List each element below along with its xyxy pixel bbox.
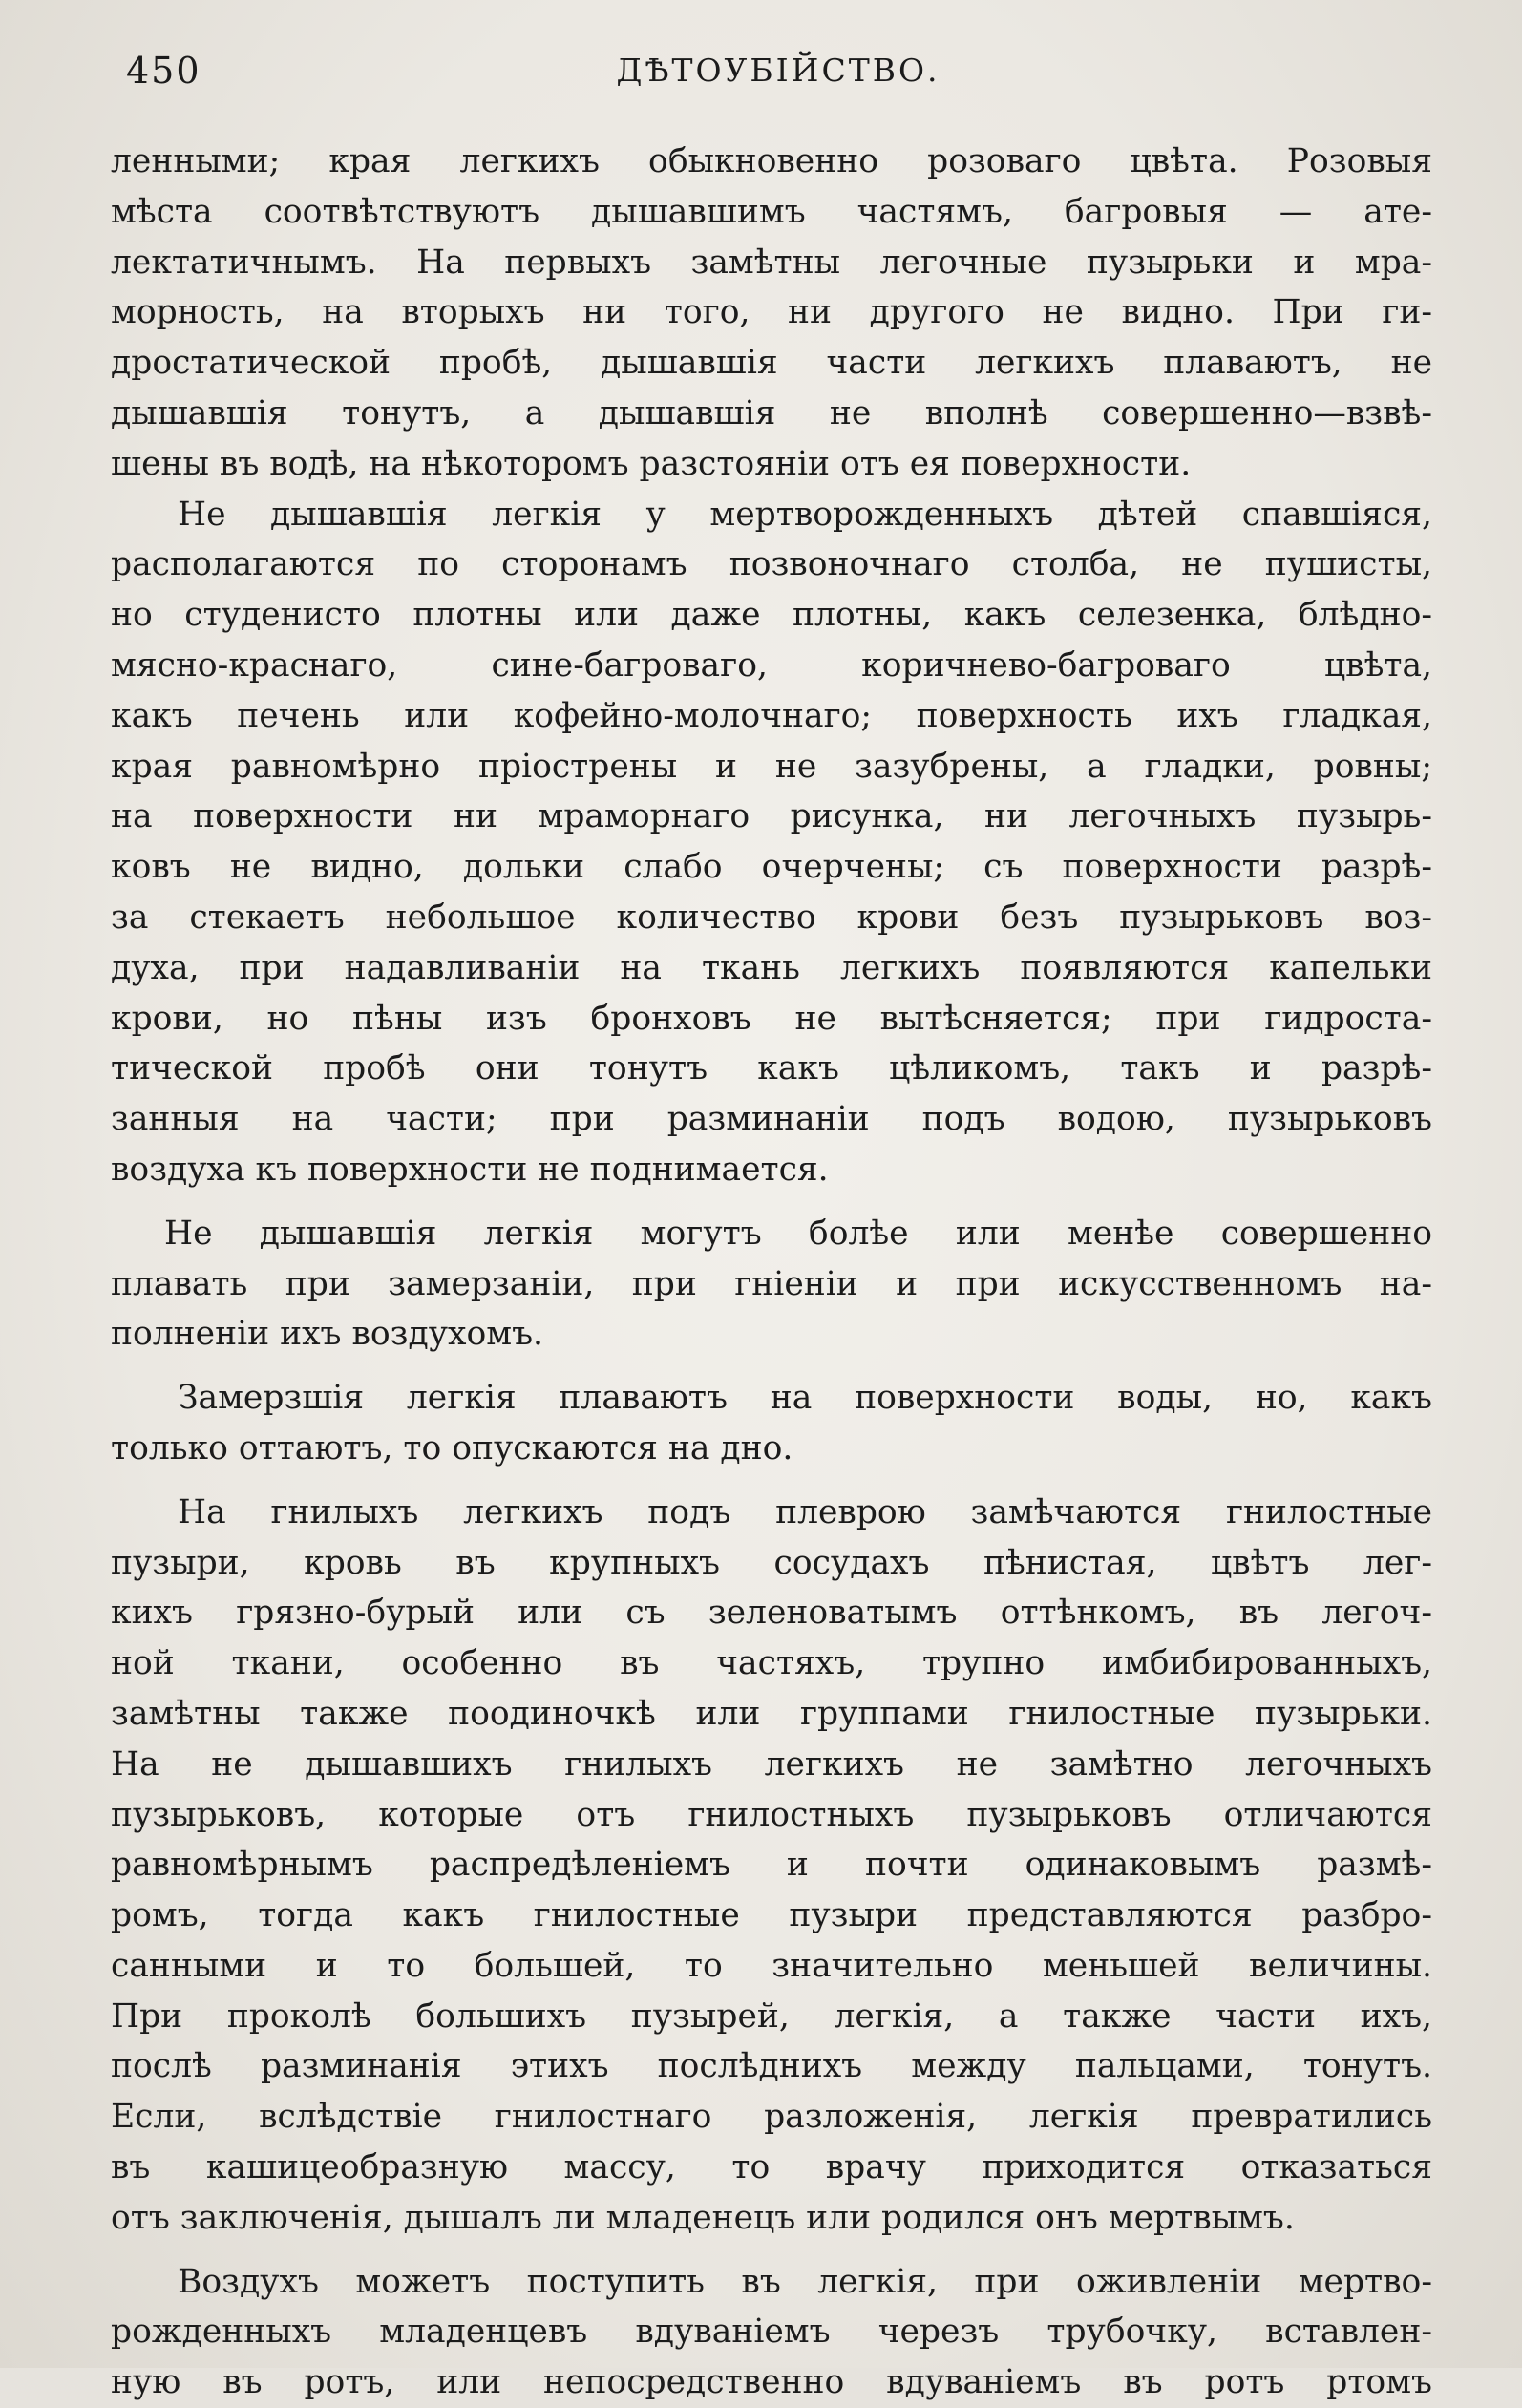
text-line: санными и то большей, то значительно меньшей величины. <box>111 1946 1432 1985</box>
text-line: въ кашицеобразную массу, то врачу приходится отказаться <box>111 2148 1432 2187</box>
chapter-title: ДѢТОУБІЙСТВО. <box>616 52 941 89</box>
text-line: духа, при надавливаніи на ткань легкихъ появляются капельки <box>111 948 1432 987</box>
text-line: Не дышавшія легкія могутъ болѣе или менѣе совершенно <box>164 1214 1432 1253</box>
text-line: На не дышавшихъ гнилыхъ легкихъ не замѣтно легочныхъ <box>111 1744 1432 1784</box>
text-line: воздуха къ поверхности не поднимается. <box>111 1150 829 1189</box>
text-line: тической пробѣ они тонутъ какъ цѣликомъ, такъ и разрѣ- <box>111 1049 1432 1088</box>
text-line: пузырьковъ, которые отъ гнилостныхъ пузырьковъ отличаются <box>111 1795 1432 1834</box>
paragraph <box>111 490 1432 1195</box>
paragraph <box>111 1488 1432 2244</box>
text-line: мясно-краснаго, сине-багроваго, коричнево-багроваго цвѣта, <box>111 645 1432 685</box>
text-line: Воздухъ можетъ поступить въ легкія, при оживленіи мертво- <box>178 2262 1432 2301</box>
paragraph-gap <box>111 1474 1432 1488</box>
page-number: 450 <box>126 50 201 92</box>
text-line: дышавшія тонутъ, а дышавшія не вполнѣ совершенно—взвѣ- <box>111 393 1432 433</box>
text-line: Не дышавшія легкія у мертворожденныхъ дѣтей спавшіяся, <box>178 495 1432 534</box>
text-line: послѣ разминанія этихъ послѣднихъ между пальцами, тонутъ. <box>111 2047 1432 2086</box>
text-line: пузыри, кровь въ крупныхъ сосудахъ пѣнистая, цвѣтъ лег- <box>111 1543 1432 1582</box>
text-line: только оттаютъ, то опускаются на дно. <box>111 1428 793 1468</box>
text-line: плавать при замерзаніи, при гніеніи и при искусственномъ на- <box>111 1264 1432 1303</box>
paragraph <box>111 1209 1432 1360</box>
text-line: морность, на вторыхъ ни того, ни другого не видно. При ги- <box>111 293 1432 332</box>
text-line: располагаются по сторонамъ позвоночнаго столба, не пушисты, <box>111 545 1432 584</box>
text-line: крови, но пѣны изъ бронховъ не вытѣсняется; при гидроста- <box>111 999 1432 1038</box>
paragraph-continuation <box>111 137 1432 490</box>
text-line: ную въ ротъ, или непосредственно вдуваніемъ въ ротъ ртомъ <box>111 2363 1432 2402</box>
text-line: какъ печень или кофейно-молочнаго; поверхность ихъ гладкая, <box>111 696 1432 735</box>
text-line: за стекаетъ небольшое количество крови безъ пузырьковъ воз- <box>111 898 1432 937</box>
text-line: но студенисто плотны или даже плотны, какъ селезенка, блѣдно- <box>111 596 1432 635</box>
text-line: На гнилыхъ легкихъ подъ плеврою замѣчаются гнилостные <box>178 1492 1432 1531</box>
paragraph <box>111 1373 1432 1474</box>
text-line: Замерзшія легкія плаваютъ на поверхности воды, но, какъ <box>178 1379 1432 1418</box>
paragraph <box>111 2257 1432 2408</box>
paragraph-gap <box>111 1195 1432 1209</box>
text-line: Если, вслѣдствіе гнилостнаго разложенія, легкія превратились <box>111 2098 1432 2137</box>
text-line: ной ткани, особенно въ частяхъ, трупно имбибированныхъ, <box>111 1644 1432 1683</box>
text-line: замѣтны также поодиночкѣ или группами гнилостные пузырьки. <box>111 1694 1432 1733</box>
text-line: на поверхности ни мраморнаго рисунка, ни легочныхъ пузырь- <box>111 797 1432 836</box>
text-line: ромъ, тогда какъ гнилостные пузыри представляются разбро- <box>111 1896 1432 1935</box>
text-line: мѣста соотвѣтствуютъ дышавшимъ частямъ, багровыя — ате- <box>111 192 1432 231</box>
text-line: полненіи ихъ воздухомъ. <box>111 1315 543 1354</box>
text-line: края равномѣрно пріострены и не зазубрены, а гладки, ровны; <box>111 747 1432 786</box>
text-line: лектатичнымъ. На первыхъ замѣтны легочные пузырьки и мра- <box>111 243 1432 282</box>
text-line: дростатической пробѣ, дышавшія части легкихъ плаваютъ, не <box>111 344 1432 383</box>
text-line: ковъ не видно, дольки слабо очерчены; съ поверхности разрѣ- <box>111 848 1432 887</box>
text-line: При проколѣ большихъ пузырей, легкія, а также части ихъ, <box>111 1996 1432 2036</box>
text-line: шены въ водѣ, на нѣкоторомъ разстояніи отъ ея поверхности. <box>111 444 1192 483</box>
body-text <box>111 137 1432 2408</box>
paragraph-gap <box>111 2244 1432 2257</box>
text-line: равномѣрнымъ распредѣленіемъ и почти одинаковымъ размѣ- <box>111 1846 1432 1885</box>
text-line: отъ заключенія, дышалъ ли младенецъ или родился онъ мертвымъ. <box>111 2198 1295 2237</box>
paragraph-gap <box>111 1360 1432 1373</box>
text-line: ленными; края легкихъ обыкновенно розоваго цвѣта. Розовыя <box>111 142 1432 180</box>
text-line: занныя на части; при разминаніи подъ водою, пузырьковъ <box>111 1100 1432 1139</box>
text-line: рожденныхъ младенцевъ вдуваніемъ черезъ трубочку, вставлен- <box>111 2313 1432 2352</box>
text-line: кихъ грязно-бурый или съ зеленоватымъ оттѣнкомъ, въ легоч- <box>111 1594 1432 1633</box>
running-head <box>126 42 1430 99</box>
